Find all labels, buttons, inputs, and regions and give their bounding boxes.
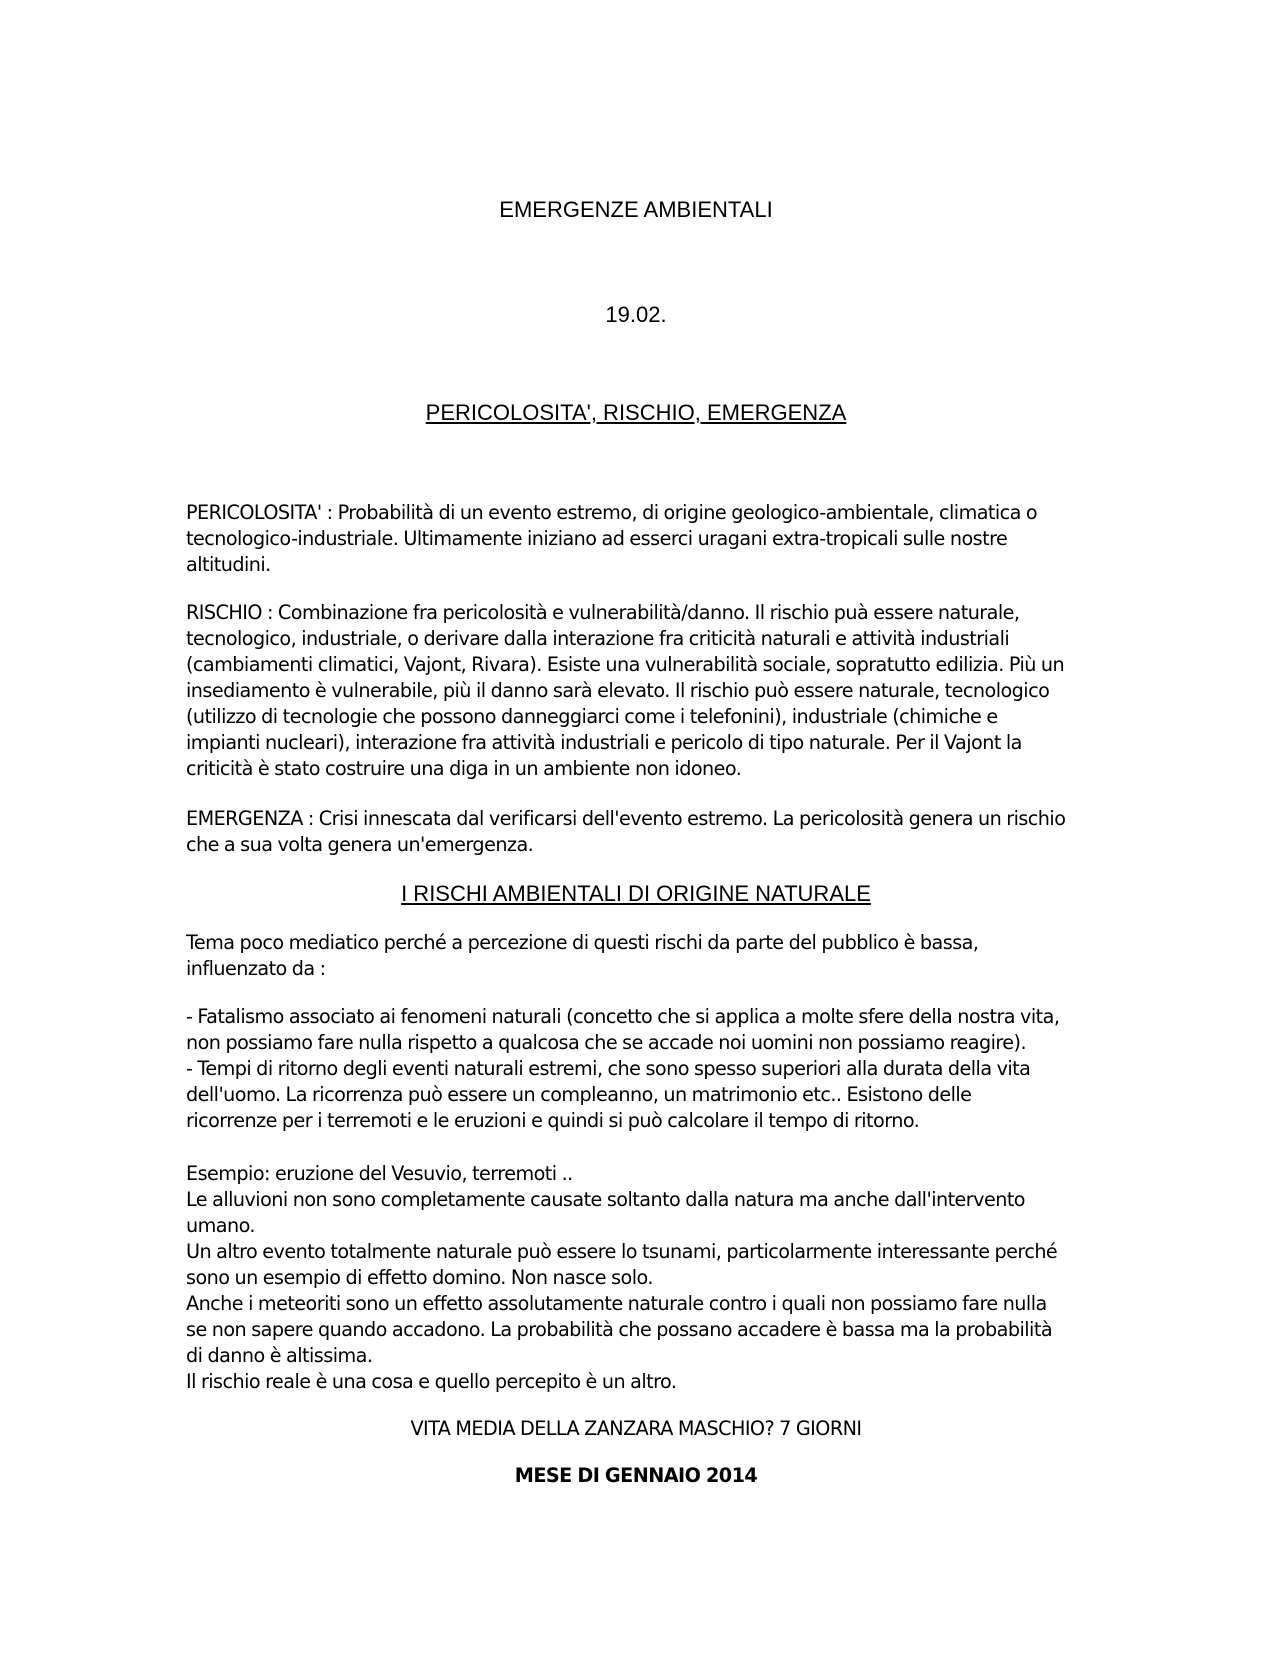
text-line: dell'uomo. La ricorrenza può essere un compleanno, un matrimonio etc.. Esistono delle <box>186 1083 972 1106</box>
section-heading-pericolosita-rischio-emergenza: PERICOLOSITA', RISCHIO, EMERGENZA <box>425 400 847 425</box>
paragraph-fattori <box>186 1004 1086 1134</box>
text-line: EMERGENZA : Crisi innescata dal verificarsi dell'evento estremo. La pericolosità genera un rischio <box>186 807 1066 830</box>
text-line: se non sapere quando accadono. La probabilità che possano accadere è bassa ma la probabilità <box>186 1318 1053 1341</box>
text-line: (utilizzo di tecnologie che possono danneggiarci come i telefonini), industriale (chimiche e <box>186 705 998 728</box>
zanzara-note: VITA MEDIA DELLA ZANZARA MASCHIO? 7 GIORNI <box>410 1417 862 1440</box>
text-line: non possiamo fare nulla rispetto a qualcosa che se accade noi uomini non possiamo reagire). <box>186 1031 1027 1054</box>
paragraph-pericolosita <box>186 500 1086 578</box>
text-line: tecnologico-industriale. Ultimamente iniziano ad esserci uragani extra-tropicali sulle nostre <box>186 527 1008 550</box>
text-line: Il rischio reale è una cosa e quello percepito è un altro. <box>186 1370 677 1393</box>
text-line: Anche i meteoriti sono un effetto assolutamente naturale contro i quali non possiamo fare nulla <box>186 1292 1047 1315</box>
text-line: di danno è altissima. <box>186 1344 373 1367</box>
document-title: EMERGENZE AMBIENTALI <box>499 197 773 222</box>
text-line: criticità è stato costruire una diga in un ambiente non idoneo. <box>186 757 742 780</box>
paragraph-esempi <box>186 1161 1086 1395</box>
text-line: che a sua volta genera un'emergenza. <box>186 833 534 856</box>
paragraph-emergenza <box>186 806 1086 858</box>
text-line: sono un esempio di effetto domino. Non nasce solo. <box>186 1266 653 1289</box>
lecture-date: 19.02. <box>605 302 667 327</box>
text-line: Tema poco mediatico perché a percezione di questi rischi da parte del pubblico è bassa, <box>186 931 979 954</box>
text-line: tecnologico, industriale, o derivare dalla interazione fra criticità naturali e attività industriali <box>186 627 1010 650</box>
text-line: umano. <box>186 1214 255 1237</box>
text-line: influenzato da : <box>186 957 326 980</box>
text-line: Esempio: eruzione del Vesuvio, terremoti .. <box>186 1162 573 1185</box>
section-heading-rischi-ambientali-naturali: I RISCHI AMBIENTALI DI ORIGINE NATURALE <box>401 881 871 906</box>
text-line: PERICOLOSITA' : Probabilità di un evento estremo, di origine geologico-ambientale, climatica o <box>186 501 1038 524</box>
text-line: Un altro evento totalmente naturale può essere lo tsunami, particolarmente interessante perché <box>186 1240 1058 1263</box>
text-line: - Fatalismo associato ai fenomeni naturali (concetto che si applica a molte sfere della nostra vita, <box>186 1005 1060 1028</box>
paragraph-tema <box>186 930 1086 982</box>
text-line: - Tempi di ritorno degli eventi naturali estremi, che sono spesso superiori alla durata della vita <box>186 1057 1031 1080</box>
text-line: RISCHIO : Combinazione fra pericolosità e vulnerabilità/danno. Il rischio puà essere naturale, <box>186 601 1020 624</box>
text-line: Le alluvioni non sono completamente causate soltanto dalla natura ma anche dall'intervento <box>186 1188 1025 1211</box>
text-line: altitudini. <box>186 553 271 576</box>
text-line: insediamento è vulnerabile, più il danno sarà elevato. Il rischio può essere naturale, tecnologico <box>186 679 1050 702</box>
text-line: impianti nucleari), interazione fra attività industriali e pericolo di tipo naturale. Per il Vajont la <box>186 731 1022 754</box>
month-heading: MESE DI GENNAIO 2014 <box>514 1464 758 1487</box>
text-line: (cambiamenti climatici, Vajont, Rivara). Esiste una vulnerabilità sociale, sopratutto edilizia. Più un <box>186 653 1065 676</box>
paragraph-rischio <box>186 600 1086 782</box>
text-line: ricorrenze per i terremoti e le eruzioni e quindi si può calcolare il tempo di ritorno. <box>186 1109 920 1132</box>
